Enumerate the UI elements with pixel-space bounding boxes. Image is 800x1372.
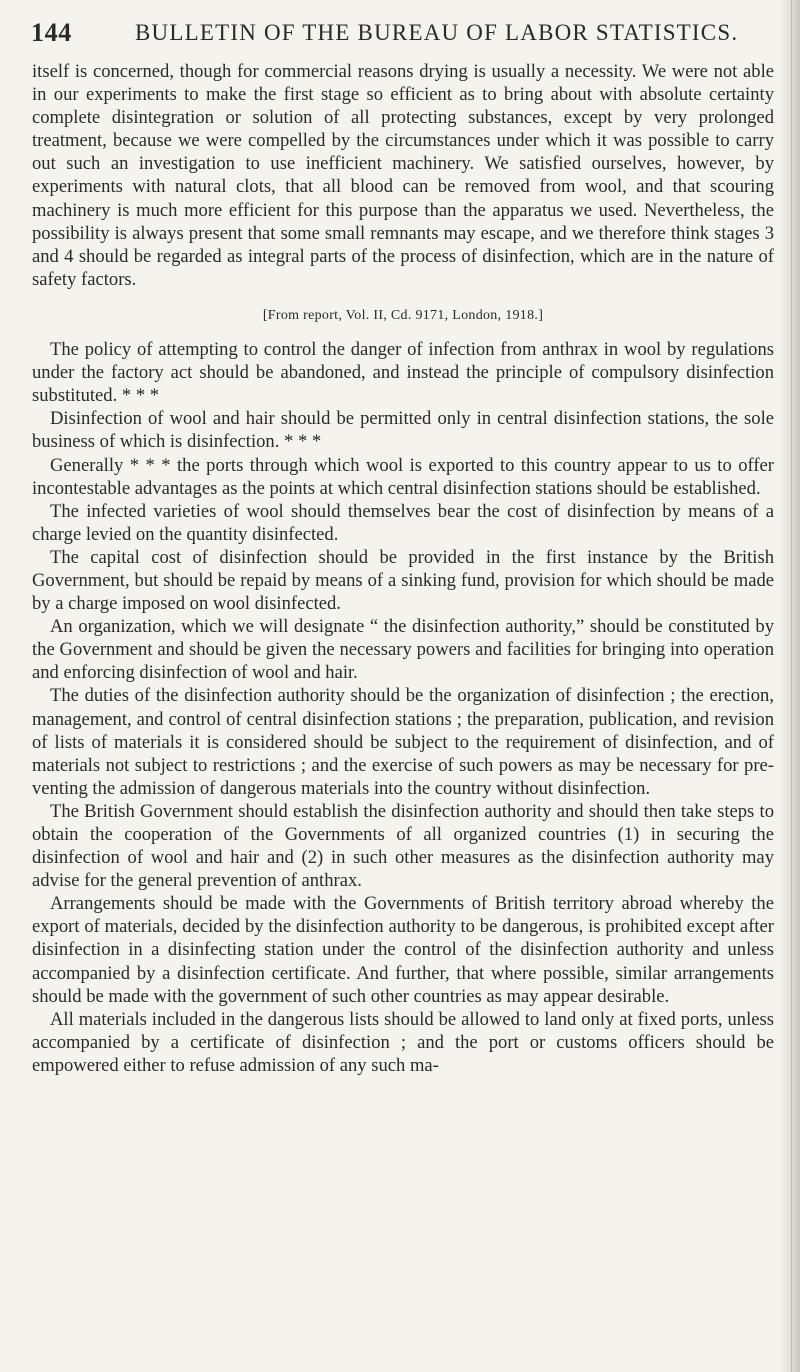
paragraph: The policy of attempting to control the danger of infection from anthrax in wool by regulations under the factory act should be abandoned, and instead the principle of compulsory disinfection substituted. * * * xyxy=(32,339,774,407)
paragraph: The capital cost of disinfection should be provided in the first instance by the British Government, but should be repaid by means of a sinking fund, provision for which should be made by a charge imposed on wool disinfected. xyxy=(32,546,774,615)
paragraph: Disinfection of wool and hair should be permitted only in central disinfection stations, the sole business of which is disinfection. * * * xyxy=(32,408,774,453)
page-edge-shadow xyxy=(778,0,800,1372)
paragraph: Arrangements should be made with the Governments of British territory abroad whereby the export of materials, decided by the disinfection authority to be dangerous, is prohibited except after disinfection in a disinfecting station under the control of the disinfection authority and unless accompanied by a disinfection certificate. And further, that where possible, similar arrangements should be made with the government of such other countries as may appear desirable. xyxy=(32,893,774,1007)
page-number: 144 xyxy=(31,18,72,47)
paragraph: Generally * * * the ports through which wool is exported to this country appear to us to offer incontestable advantages as the points at which central disinfection stations should be established. xyxy=(32,454,774,499)
paragraph: The British Government should establish the disinfection authority and should then take steps to obtain the cooperation of the Governments of all organized countries (1) in securing the disinfection of wool and hair and (2) in such other measures as the disinfection authority may advise for the general prevention of anthrax. xyxy=(32,800,774,892)
paragraph: The duties of the disinfection authority should be the organization of disinfection ; the erection, management, and control of central disinfection stations ; the preparation, publication, and revision of lists of materials it is considered should be subject to the requirement of disinfection, and of materials not subject to restrictions ; and the exercise of such powers as may be necessary for preventing the admission of dangerous materials into the country without disinfection. xyxy=(32,685,774,799)
paragraph: All materials included in the dangerous lists should be allowed to land only at fixed ports, unless accompanied by a certificate of disinfection ; and the port or customs officers should be empowered either to refuse admission of any such ma- xyxy=(32,1008,774,1076)
body-text xyxy=(32,60,774,1077)
page-header xyxy=(31,18,771,52)
source-citation: [From report, Vol. II, Cd. 9171, London, 1918.] xyxy=(262,307,544,323)
running-head: BULLETIN OF THE BUREAU OF LABOR STATISTICS. xyxy=(135,20,739,45)
page-edge-line xyxy=(791,0,792,1372)
paragraph: An organization, which we will designate “ the disinfection authority,” should be constituted by the Government and should be given the necessary powers and facilities for bringing into operation and enforcing disinfection of wool and hair. xyxy=(32,616,774,684)
paragraph-continuation: itself is concerned, though for commercial reasons drying is usually a necessity. We were not able in our experiments to make the first stage so efficient as to bring about with absolute certainty complete disintegration or solution of all protecting substances, except by very prolonged treatment, because we were compelled by the circumstances under which it was possible to carry out such an investigation to use inefficient machinery. We satisfied ourselves, however, by experiments with natural clots, that all blood can be removed from wool, and that scouring machinery is much more efficient for this purpose than the apparatus we used. Nevertheless, the possibility is always present that some small remnants may escape, and we therefore think stages 3 and 4 should be regarded as integral parts of the process of disinfection, which are in the nature of safety factors. xyxy=(32,61,774,290)
paragraph: The infected varieties of wool should themselves bear the cost of disinfection by means of a charge levied on the quantity disinfected. xyxy=(32,500,774,545)
